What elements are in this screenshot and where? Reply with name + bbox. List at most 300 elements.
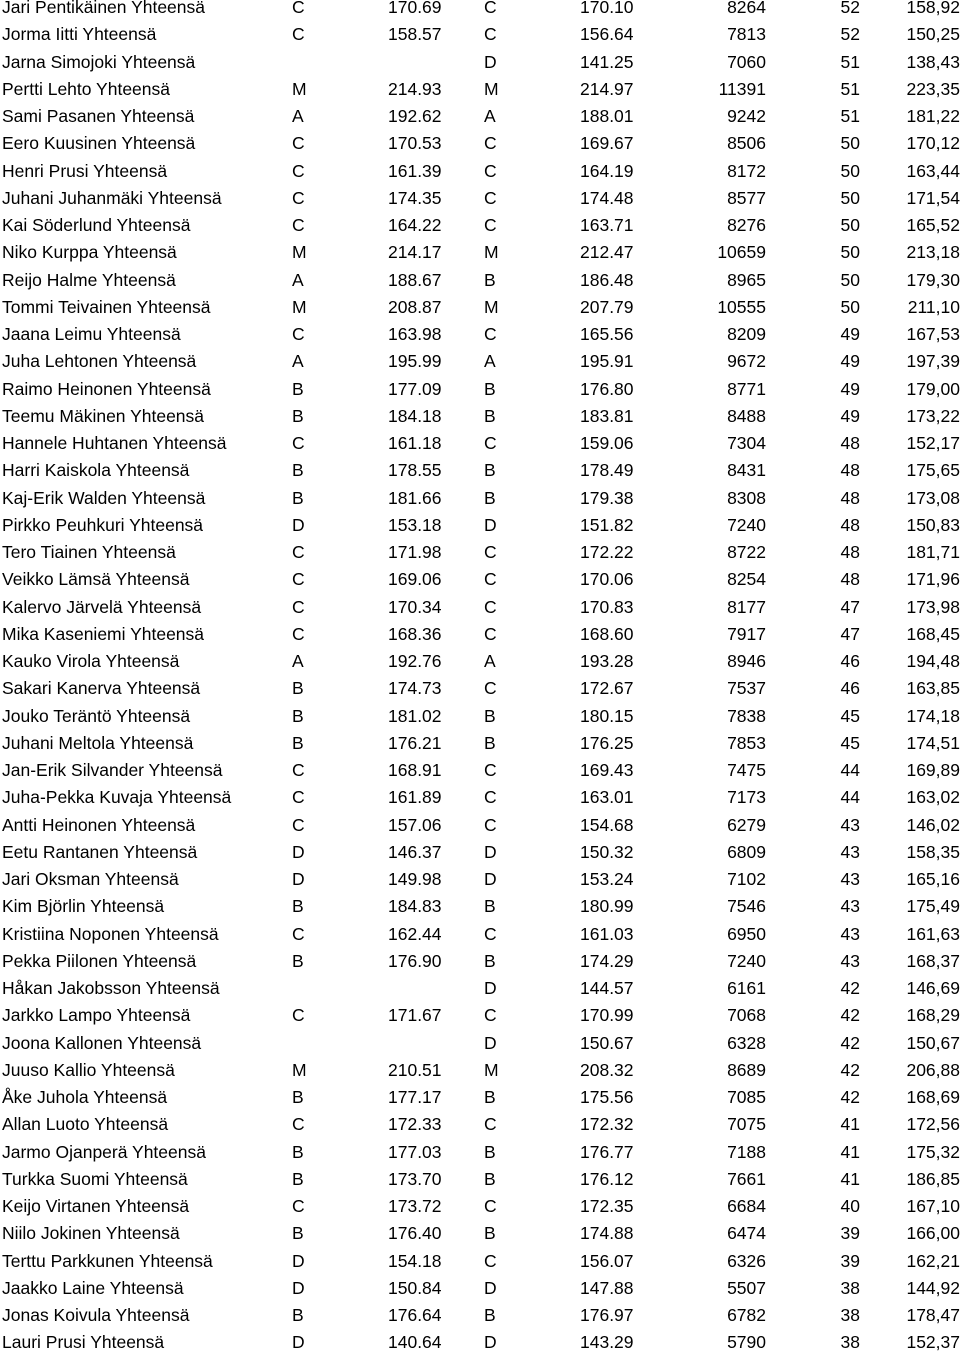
total-points: 8506 xyxy=(727,133,766,154)
value-1: 177.17 xyxy=(388,1087,442,1107)
value-2: 176.12 xyxy=(580,1168,634,1189)
average: 168,29 xyxy=(906,1005,960,1026)
value-1: 150.84 xyxy=(388,1277,442,1298)
class-2: C xyxy=(484,1005,497,1026)
total-points: 7853 xyxy=(727,732,766,753)
value-2: 176.77 xyxy=(580,1141,634,1162)
class-1: C xyxy=(292,1196,305,1216)
player-name: Jari Pentikäinen Yhteensä xyxy=(2,0,206,17)
value-1: 174.73 xyxy=(388,678,442,699)
class-1: C xyxy=(292,324,305,344)
value-1: 188.67 xyxy=(388,269,442,290)
total-points: 6782 xyxy=(727,1305,766,1325)
total-points: 7068 xyxy=(727,1005,766,1026)
table-row xyxy=(0,21,960,48)
class-2: C xyxy=(484,923,497,944)
table-row xyxy=(0,1193,960,1220)
value-2: 169.43 xyxy=(580,760,634,780)
total-points: 8488 xyxy=(727,405,766,426)
class-2: C xyxy=(484,1250,497,1271)
total-points: 9242 xyxy=(727,106,766,126)
class-1: D xyxy=(292,1277,305,1298)
average: 171,96 xyxy=(906,569,960,590)
value-2: 163.01 xyxy=(580,787,634,808)
value-1: 181.66 xyxy=(388,487,442,508)
total-points: 11391 xyxy=(718,78,766,99)
game-count: 38 xyxy=(840,1305,860,1325)
average: 172,56 xyxy=(906,1114,960,1135)
player-name: Jaana Leimu Yhteensä xyxy=(2,324,181,344)
class-1: B xyxy=(292,1087,304,1107)
value-1: 208.87 xyxy=(388,296,442,317)
value-1: 168.36 xyxy=(388,623,442,644)
class-1: B xyxy=(292,705,304,726)
player-name: Lauri Prusi Yhteensä xyxy=(2,1332,165,1353)
game-count: 48 xyxy=(840,569,860,590)
value-2: 186.48 xyxy=(580,269,634,290)
player-name: Jouko Teräntö Yhteensä xyxy=(2,705,191,726)
value-2: 165.56 xyxy=(580,324,634,344)
value-2: 147.88 xyxy=(580,1277,634,1298)
table-row xyxy=(0,1139,960,1166)
total-points: 6326 xyxy=(727,1250,766,1271)
table-row xyxy=(0,784,960,811)
class-1: C xyxy=(292,187,305,208)
table-row xyxy=(0,1084,960,1111)
player-name: Tommi Teivainen Yhteensä xyxy=(2,296,211,317)
class-2: D xyxy=(484,841,497,862)
value-2: 153.24 xyxy=(580,869,634,889)
player-name: Eero Kuusinen Yhteensä xyxy=(2,133,196,154)
class-1: C xyxy=(292,760,305,780)
class-1: M xyxy=(292,78,307,99)
average: 168,69 xyxy=(906,1087,960,1107)
value-1: 172.33 xyxy=(388,1114,442,1135)
total-points: 5790 xyxy=(727,1332,766,1353)
player-name: Henri Prusi Yhteensä xyxy=(2,160,168,181)
table-row xyxy=(0,866,960,893)
total-points: 7546 xyxy=(727,896,766,917)
game-count: 42 xyxy=(840,1059,860,1080)
average: 161,63 xyxy=(906,923,960,944)
game-count: 50 xyxy=(840,160,860,181)
value-2: 154.68 xyxy=(580,814,634,835)
value-2: 172.35 xyxy=(580,1196,634,1216)
class-2: C xyxy=(484,24,497,45)
player-name: Veikko Lämsä Yhteensä xyxy=(2,569,190,590)
table-row xyxy=(0,49,960,76)
value-1: 146.37 xyxy=(388,841,442,862)
value-2: 150.32 xyxy=(580,841,634,862)
value-1: 178.55 xyxy=(388,460,442,481)
player-name: Niilo Jokinen Yhteensä xyxy=(2,1223,180,1244)
average: 179,30 xyxy=(906,269,960,290)
total-points: 8689 xyxy=(727,1059,766,1080)
class-2: B xyxy=(484,1168,496,1189)
class-2: D xyxy=(484,51,497,72)
class-2: C xyxy=(484,187,497,208)
player-name: Joona Kallonen Yhteensä xyxy=(2,1032,202,1053)
player-name: Kauko Virola Yhteensä xyxy=(2,651,180,671)
value-2: 195.91 xyxy=(580,351,634,372)
class-1: C xyxy=(292,623,305,644)
total-points: 8965 xyxy=(727,269,766,290)
value-2: 174.48 xyxy=(580,187,634,208)
value-1: 153.18 xyxy=(388,514,442,535)
game-count: 52 xyxy=(840,0,860,17)
average: 169,89 xyxy=(906,760,960,780)
class-2: M xyxy=(484,1059,499,1080)
game-count: 39 xyxy=(840,1223,860,1244)
class-1: B xyxy=(292,1141,304,1162)
average: 223,35 xyxy=(906,78,960,99)
value-2: 176.80 xyxy=(580,378,634,399)
class-2: B xyxy=(484,732,496,753)
class-2: C xyxy=(484,623,497,644)
player-name: Teemu Mäkinen Yhteensä xyxy=(2,405,205,426)
total-points: 7085 xyxy=(727,1087,766,1107)
class-1: D xyxy=(292,1332,305,1353)
total-points: 8431 xyxy=(727,460,766,481)
total-points: 6279 xyxy=(727,814,766,835)
average: 174,18 xyxy=(906,705,960,726)
class-2: B xyxy=(484,269,496,290)
class-1: C xyxy=(292,596,305,617)
class-1: B xyxy=(292,1223,304,1244)
player-name: Juhani Juhanmäki Yhteensä xyxy=(2,187,222,208)
game-count: 42 xyxy=(840,1087,860,1107)
player-name: Reijo Halme Yhteensä xyxy=(2,269,176,290)
value-2: 169.67 xyxy=(580,133,634,154)
value-1: 149.98 xyxy=(388,869,442,889)
game-count: 42 xyxy=(840,1005,860,1026)
player-name: Jonas Koivula Yhteensä xyxy=(2,1305,190,1325)
game-count: 48 xyxy=(840,433,860,453)
game-count: 44 xyxy=(840,787,860,808)
value-2: 207.79 xyxy=(580,296,634,317)
player-name: Raimo Heinonen Yhteensä xyxy=(2,378,211,399)
player-name: Sami Pasanen Yhteensä xyxy=(2,106,195,126)
value-1: 177.09 xyxy=(388,378,442,399)
average: 170,12 xyxy=(906,133,960,154)
class-1: M xyxy=(292,296,307,317)
total-points: 8209 xyxy=(727,324,766,344)
value-1: 170.69 xyxy=(388,0,442,17)
class-1: D xyxy=(292,869,305,889)
value-1: 158.57 xyxy=(388,24,442,45)
value-1: 176.90 xyxy=(388,950,442,971)
game-count: 44 xyxy=(840,760,860,780)
class-2: B xyxy=(484,950,496,971)
average: 206,88 xyxy=(906,1059,960,1080)
game-count: 40 xyxy=(840,1196,860,1216)
value-1: 157.06 xyxy=(388,814,442,835)
table-row xyxy=(0,675,960,702)
player-name: Kai Söderlund Yhteensä xyxy=(2,215,191,235)
average: 181,22 xyxy=(906,106,960,126)
value-1: 173.72 xyxy=(388,1196,442,1216)
value-1: 169.06 xyxy=(388,569,442,590)
average: 152,37 xyxy=(906,1332,960,1353)
table-row xyxy=(0,185,960,212)
player-name: Turkka Suomi Yhteensä xyxy=(2,1168,188,1189)
value-2: 178.49 xyxy=(580,460,634,481)
player-name: Kaj-Erik Walden Yhteensä xyxy=(2,487,206,508)
class-2: C xyxy=(484,133,497,154)
class-2: C xyxy=(484,160,497,181)
class-1: C xyxy=(292,923,305,944)
game-count: 50 xyxy=(840,187,860,208)
total-points: 7240 xyxy=(727,514,766,535)
game-count: 49 xyxy=(840,378,860,399)
player-name: Hannele Huhtanen Yhteensä xyxy=(2,433,227,453)
table-row xyxy=(0,594,960,621)
table-row xyxy=(0,457,960,484)
table-row xyxy=(0,512,960,539)
average: 138,43 xyxy=(906,51,960,72)
class-2: M xyxy=(484,78,499,99)
table-row xyxy=(0,703,960,730)
table-row xyxy=(0,757,960,784)
value-2: 179.38 xyxy=(580,487,634,508)
game-count: 50 xyxy=(840,296,860,317)
game-count: 49 xyxy=(840,405,860,426)
class-2: D xyxy=(484,1277,497,1298)
game-count: 39 xyxy=(840,1250,860,1271)
value-1: 171.67 xyxy=(388,1005,442,1026)
class-2: C xyxy=(484,787,497,808)
game-count: 50 xyxy=(840,215,860,235)
total-points: 6328 xyxy=(727,1032,766,1053)
player-name: Pekka Piilonen Yhteensä xyxy=(2,950,197,971)
table-row xyxy=(0,730,960,757)
value-2: 170.06 xyxy=(580,569,634,590)
value-1: 161.39 xyxy=(388,160,442,181)
table-row xyxy=(0,1302,960,1329)
player-name: Jorma Iitti Yhteensä xyxy=(2,24,157,45)
game-count: 41 xyxy=(840,1114,860,1135)
total-points: 7917 xyxy=(727,623,766,644)
class-2: B xyxy=(484,1087,496,1107)
player-name: Jari Oksman Yhteensä xyxy=(2,869,179,889)
class-2: C xyxy=(484,215,497,235)
class-1: B xyxy=(292,487,304,508)
class-2: B xyxy=(484,487,496,508)
total-points: 6950 xyxy=(727,923,766,944)
class-1: C xyxy=(292,542,305,562)
total-points: 8577 xyxy=(727,187,766,208)
game-count: 43 xyxy=(840,923,860,944)
value-2: 172.67 xyxy=(580,678,634,699)
class-2: C xyxy=(484,324,497,344)
average: 175,65 xyxy=(906,460,960,481)
value-2: 168.60 xyxy=(580,623,634,644)
average: 174,51 xyxy=(906,732,960,753)
average: 146,02 xyxy=(906,814,960,835)
total-points: 7661 xyxy=(727,1168,766,1189)
player-name: Pirkko Peuhkuri Yhteensä xyxy=(2,514,204,535)
table-row xyxy=(0,158,960,185)
average: 194,48 xyxy=(906,651,960,671)
game-count: 43 xyxy=(840,869,860,889)
total-points: 8946 xyxy=(727,651,766,671)
average: 150,83 xyxy=(906,514,960,535)
table-row xyxy=(0,0,960,21)
game-count: 42 xyxy=(840,978,860,998)
average: 179,00 xyxy=(906,378,960,399)
class-2: B xyxy=(484,896,496,917)
value-2: 163.71 xyxy=(580,215,634,235)
class-1: C xyxy=(292,433,305,453)
table-row xyxy=(0,812,960,839)
table-row xyxy=(0,921,960,948)
class-2: C xyxy=(484,542,497,562)
value-2: 212.47 xyxy=(580,242,634,263)
class-1: C xyxy=(292,160,305,181)
value-2: 170.99 xyxy=(580,1005,634,1026)
class-2: B xyxy=(484,1223,496,1244)
average: 163,44 xyxy=(906,160,960,181)
total-points: 8172 xyxy=(727,160,766,181)
class-2: A xyxy=(484,351,496,372)
player-name: Sakari Kanerva Yhteensä xyxy=(2,678,201,699)
class-1: B xyxy=(292,1305,304,1325)
player-name: Antti Heinonen Yhteensä xyxy=(2,814,196,835)
class-2: D xyxy=(484,978,497,998)
game-count: 47 xyxy=(840,623,860,644)
value-1: 177.03 xyxy=(388,1141,442,1162)
value-2: 180.99 xyxy=(580,896,634,917)
value-1: 171.98 xyxy=(388,542,442,562)
class-2: D xyxy=(484,1332,497,1353)
value-1: 184.18 xyxy=(388,405,442,426)
game-count: 48 xyxy=(840,514,860,535)
table-row xyxy=(0,621,960,648)
total-points: 6161 xyxy=(727,978,766,998)
player-name: Juuso Kallio Yhteensä xyxy=(2,1059,175,1080)
player-name: Jarkko Lampo Yhteensä xyxy=(2,1005,191,1026)
class-1: C xyxy=(292,0,305,17)
average: 168,45 xyxy=(906,623,960,644)
game-count: 48 xyxy=(840,487,860,508)
average: 171,54 xyxy=(906,187,960,208)
value-1: 161.89 xyxy=(388,787,442,808)
player-name: Pertti Lehto Yhteensä xyxy=(2,78,170,99)
table-row xyxy=(0,348,960,375)
class-1: B xyxy=(292,460,304,481)
average: 197,39 xyxy=(906,351,960,372)
value-2: 183.81 xyxy=(580,405,634,426)
table-row xyxy=(0,948,960,975)
table-row xyxy=(0,648,960,675)
class-2: C xyxy=(484,433,497,453)
game-count: 51 xyxy=(840,106,860,126)
player-name: Kalervo Järvelä Yhteensä xyxy=(2,596,202,617)
class-2: M xyxy=(484,296,499,317)
value-1: 214.17 xyxy=(388,242,442,263)
player-name: Mika Kaseniemi Yhteensä xyxy=(2,623,205,644)
game-count: 51 xyxy=(840,78,860,99)
class-1: D xyxy=(292,1250,305,1271)
total-points: 7304 xyxy=(727,433,766,453)
value-1: 176.64 xyxy=(388,1305,442,1325)
game-count: 49 xyxy=(840,324,860,344)
game-count: 43 xyxy=(840,814,860,835)
game-count: 45 xyxy=(840,705,860,726)
average: 152,17 xyxy=(906,433,960,453)
player-name: Juha-Pekka Kuvaja Yhteensä xyxy=(2,787,232,808)
class-1: D xyxy=(292,841,305,862)
total-points: 7173 xyxy=(727,787,766,808)
class-1: B xyxy=(292,678,304,699)
table-row xyxy=(0,539,960,566)
class-2: C xyxy=(484,814,497,835)
average: 173,08 xyxy=(906,487,960,508)
average: 173,22 xyxy=(906,405,960,426)
average: 166,00 xyxy=(906,1223,960,1244)
average: 211,10 xyxy=(907,296,960,317)
game-count: 43 xyxy=(840,950,860,971)
value-2: 176.25 xyxy=(580,732,634,753)
player-name: Eetu Rantanen Yhteensä xyxy=(2,841,198,862)
table-row xyxy=(0,376,960,403)
game-count: 48 xyxy=(840,460,860,481)
value-1: 170.53 xyxy=(388,133,442,154)
class-2: A xyxy=(484,651,496,671)
class-1: M xyxy=(292,1059,307,1080)
class-1: A xyxy=(292,651,304,671)
total-points: 10555 xyxy=(717,296,766,317)
game-count: 38 xyxy=(840,1277,860,1298)
table-row xyxy=(0,1030,960,1057)
total-points: 6809 xyxy=(727,841,766,862)
player-name: Kristiina Noponen Yhteensä xyxy=(2,923,219,944)
value-2: 141.25 xyxy=(580,51,634,72)
total-points: 9672 xyxy=(727,351,766,372)
class-1: B xyxy=(292,732,304,753)
game-count: 42 xyxy=(840,1032,860,1053)
table-row xyxy=(0,212,960,239)
total-points: 8771 xyxy=(727,378,766,399)
value-2: 156.07 xyxy=(580,1250,634,1271)
average: 150,25 xyxy=(906,24,960,45)
total-points: 8276 xyxy=(727,215,766,235)
player-name: Juhani Meltola Yhteensä xyxy=(2,732,194,753)
class-2: C xyxy=(484,0,497,17)
game-count: 43 xyxy=(840,896,860,917)
value-2: 193.28 xyxy=(580,651,634,671)
value-2: 161.03 xyxy=(580,923,634,944)
game-count: 48 xyxy=(840,542,860,562)
value-2: 214.97 xyxy=(580,78,634,99)
game-count: 46 xyxy=(840,651,860,671)
table-row xyxy=(0,1057,960,1084)
table-row xyxy=(0,1329,960,1356)
value-1: 140.64 xyxy=(388,1332,442,1353)
table-row xyxy=(0,403,960,430)
class-1: A xyxy=(292,269,304,290)
player-name: Keijo Virtanen Yhteensä xyxy=(2,1196,190,1216)
value-1: 176.40 xyxy=(388,1223,442,1244)
player-name: Kim Björlin Yhteensä xyxy=(2,896,165,917)
class-2: C xyxy=(484,1114,497,1135)
class-1: A xyxy=(292,351,304,372)
table-row xyxy=(0,893,960,920)
table-row xyxy=(0,1111,960,1138)
value-1: 170.34 xyxy=(388,596,442,617)
total-points: 7188 xyxy=(727,1141,766,1162)
player-name: Jaakko Laine Yhteensä xyxy=(2,1277,184,1298)
